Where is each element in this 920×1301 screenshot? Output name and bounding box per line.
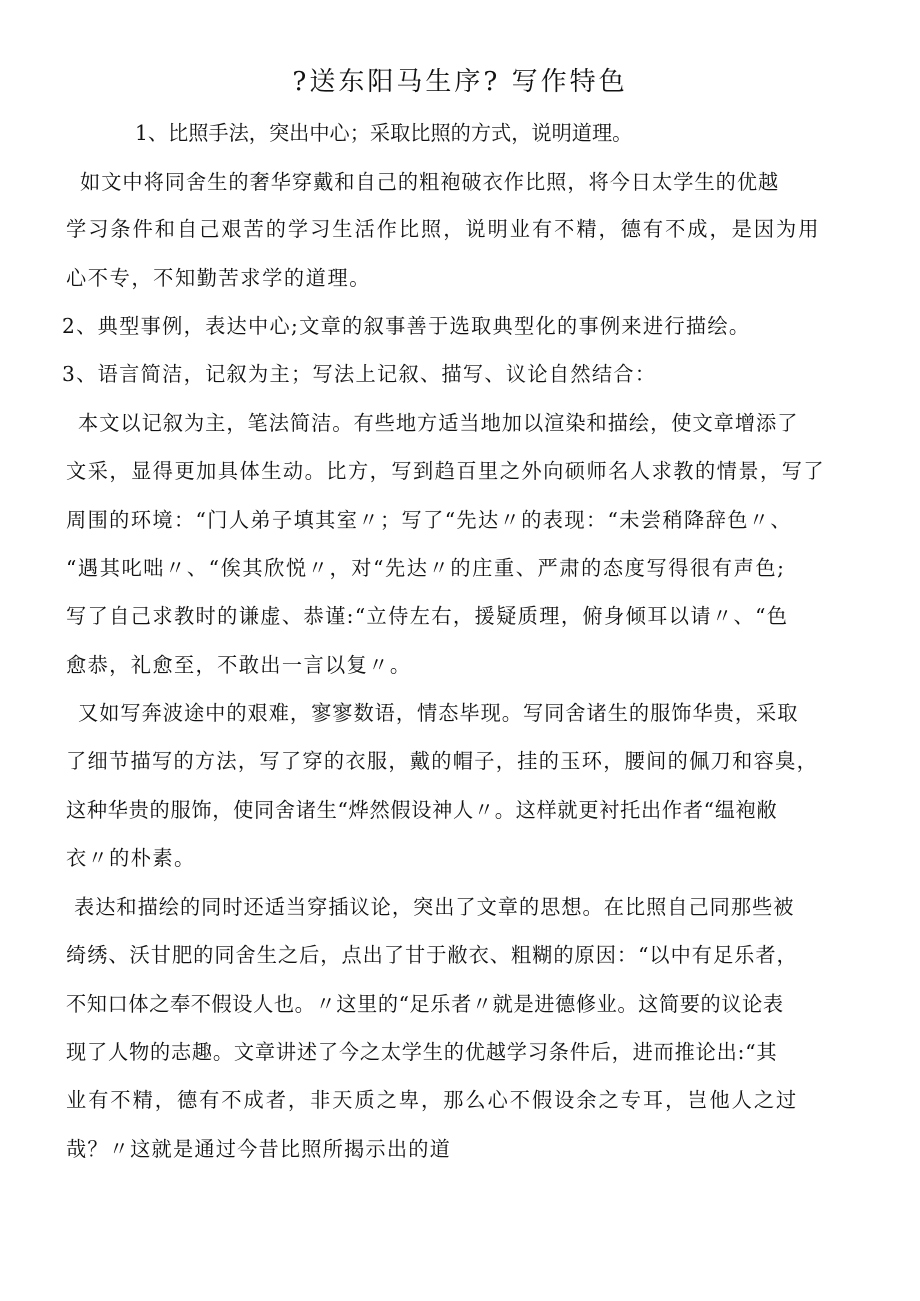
- text-line: 表达和描绘的同时还适当穿插议论，突出了文章的思想。在比照自己同那些被: [74, 895, 795, 919]
- text-line: 这种华贵的服饰，使同舍诸生“烨然假设神人〃。这样就更衬托出作者“缊袍敝: [66, 798, 778, 822]
- text-line: 写了自己求教时的谦虚、恭谨:“立侍左右，援疑质理，俯身倾耳以请〃、“色: [66, 604, 789, 628]
- text-line: 业有不精，德有不成者，非天质之卑，那么心不假设余之专耳，岂他人之过: [66, 1088, 799, 1112]
- text-line: 衣〃的朴素。: [66, 846, 196, 870]
- text-line: 愈恭，礼愈至，不敢出一言以复〃。: [66, 653, 412, 677]
- text-line: 1、比照手法，突出中心；采取比照的方式，说明道理。: [135, 121, 633, 145]
- text-line: “遇其叱咄〃、“俟其欣悦〃，对“先达〃的庄重、严肃的态度写得很有声色;: [66, 556, 786, 580]
- text-line: 2、典型事例，表达中心;文章的叙事善于选取典型化的事例来进行描绘。: [62, 314, 751, 338]
- text-line: 现了人物的志趣。文章讲述了今之太学生的优越学习条件后，进而推论出:“其: [66, 1040, 778, 1064]
- text-line: 周围的环境：“门人弟子填其室〃；写了“先达〃的表现：“未尝稍降辞色〃、: [66, 508, 792, 532]
- text-line: 心不专，不知勤苦求学的道理。: [66, 266, 372, 290]
- text-line: 如文中将同舍生的奢华穿戴和自己的粗袍破衣作比照，将今日太学生的优越: [80, 170, 780, 194]
- text-line: 不知口体之奉不假设人也。〃这里的“足乐者〃就是进德修业。这简要的议论表: [66, 992, 784, 1016]
- text-line: 哉？〃这就是通过今昔比照所揭示出的道: [66, 1137, 451, 1161]
- text-line: 文采，显得更加具体生动。比方，写到趋百里之外向硕师名人求教的情景，写了: [66, 459, 826, 483]
- text-line: 本文以记叙为主，笔法简洁。有些地方适当地加以渲染和描绘，使文章增添了: [78, 411, 799, 435]
- text-line: 了细节描写的方法，写了穿的衣服，戴的帽子，挂的玉环，腰间的佩刀和容臭，: [66, 749, 819, 773]
- text-line: 又如写奔波途中的艰难，寥寥数语，情态毕现。写同舍诸生的服饰华贵，采取: [78, 701, 799, 725]
- text-line: 绮绣、沃甘肥的同舍生之后，点出了甘于敝衣、粗糊的原因：“以中有足乐者，: [66, 943, 798, 967]
- text-line: 3、语言简洁，记叙为主；写法上记叙、描写、议论自然结合：: [62, 362, 657, 386]
- document-title: ?送东阳马生序? 写作特色: [292, 67, 628, 97]
- text-line: 学习条件和自己艰苦的学习生活作比照，说明业有不精，德有不成，是因为用: [66, 217, 821, 241]
